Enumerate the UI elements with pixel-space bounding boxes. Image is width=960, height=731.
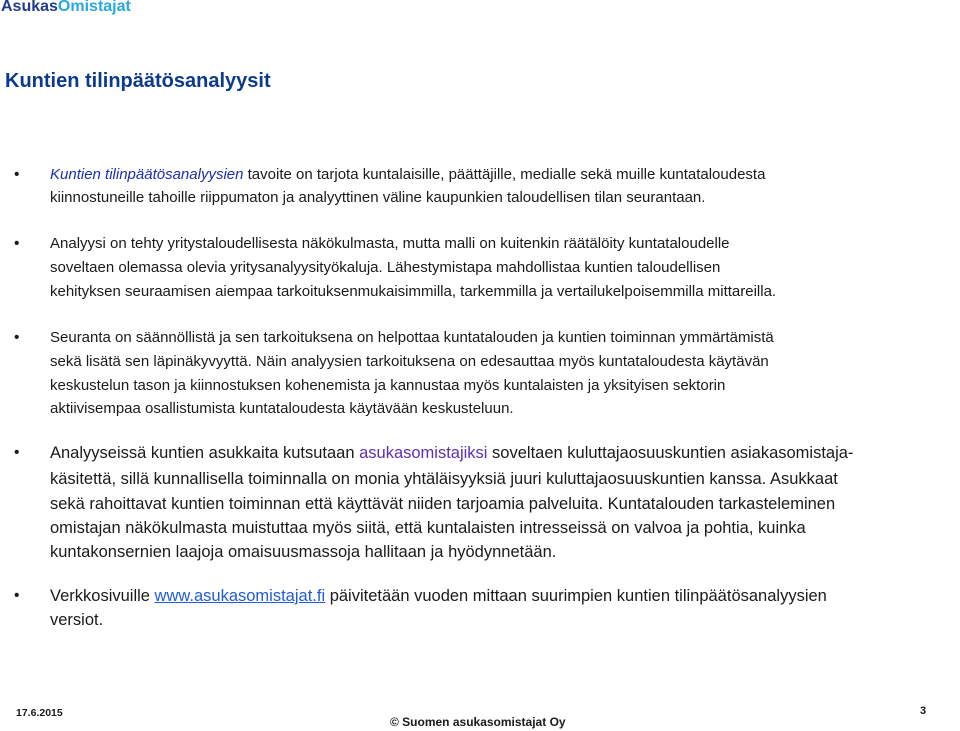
bullet-1-line-1 xyxy=(50,163,950,186)
brand-logo xyxy=(1,0,131,16)
footer-copyright: © Suomen asukasomistajat Oy xyxy=(390,715,566,729)
bullet-4-line-2: käsitettä, sillä kunnallisella toiminnalla on monia yhtäläisyyksiä juuri kuluttajaosuuskuntien kanssa. Asukkaat xyxy=(50,470,838,488)
brand-part2: Omistajat xyxy=(57,0,131,15)
website-link[interactable]: www.asukasomistajat.fi xyxy=(154,587,326,605)
bullet-1-line-2: kiinnostuneille tahoille riippumaton ja analyyttinen väline kaupunkien taloudellisen tilan seurantaan. xyxy=(50,189,706,206)
bullet-2-line-1: Analyysi on tehty yritystaloudellisesta näkökulmasta, mutta malli on kuitenkin räätälöity kuntataloudelle xyxy=(50,235,730,252)
bullet-3-line-1: Seuranta on säännöllistä ja sen tarkoituksena on helpottaa kuntatalouden ja kuntien toiminnan ymmärtämistä xyxy=(50,329,774,346)
bullet-4-line-3: sekä rahoittavat kuntien toiminnan että käyttävät niiden tarjoamia palveluita. Kuntatalouden tarkasteleminen xyxy=(50,495,836,513)
bullet-5-line-1-pre: Verkkosivuille xyxy=(50,587,155,605)
bullet-marker: • xyxy=(14,587,20,604)
bullet-marker: • xyxy=(14,329,20,346)
bullet-marker: • xyxy=(14,444,20,461)
bullet-2-line-2: soveltaen olemassa olevia yritysanalyysityökaluja. Lähestymistapa mahdollistaa kuntien taloudellisen xyxy=(50,259,721,276)
bullet-4-line-1-pre: Analyyseissä kuntien asukkaita kutsutaan xyxy=(50,444,360,462)
bullet-1-line-1-rest: tavoite on tarjota kuntalaisille, päättäjille, medialle sekä muille kuntataloudesta xyxy=(243,166,766,183)
bullet-5-line-1 xyxy=(50,584,950,608)
bullet-2-line-3: kehityksen seuraamisen aiempaa tarkoituksenmukaisimmilla, tarkemmilla ja vertailukelpoisemmilla mittareilla. xyxy=(50,283,777,300)
bullet-5-line-2: versiot. xyxy=(50,611,104,629)
bullet-marker: • xyxy=(14,235,20,252)
bullet-4-line-5: kuntakonsernien laajoja omaisuusmassoja hallitaan ja hyödynnetään. xyxy=(50,543,557,561)
brand-part1: Asukas xyxy=(1,0,58,15)
page-title: Kuntien tilinpäätösanalyysit xyxy=(5,70,271,92)
bullet-1-emphasis: Kuntien tilinpäätösanalyysien xyxy=(50,166,244,183)
bullet-4-line-4: omistajan näkökulmasta muistuttaa myös siitä, että kuntalaisten intresseissä on valvoa ja pohtia, kuinka xyxy=(50,519,806,537)
footer-date: 17.6.2015 xyxy=(16,707,63,719)
bullet-3-line-3: keskustelun tason ja kiinnostuksen kohenemista ja kannustaa myös kuntalaisten ja yksityisen sektorin xyxy=(50,377,726,394)
bullet-4-line-1 xyxy=(50,441,950,465)
asukasomistajiksi-link[interactable]: asukasomistajiksi xyxy=(359,444,488,462)
bullet-5-line-1-post: päivitetään vuoden mittaan suurimpien kuntien tilinpäätösanalyysien xyxy=(325,587,827,605)
bullet-3-line-2: sekä lisätä sen läpinäkyvyyttä. Näin analyysien tarkoituksena on edesauttaa myös kuntataloudesta käytävän xyxy=(50,353,769,370)
bullet-4-line-1-post: soveltaen kuluttajaosuuskuntien asiakasomistaja- xyxy=(487,444,854,462)
bullet-marker: • xyxy=(14,166,20,183)
footer-page-number: 3 xyxy=(920,705,927,717)
bullet-3-line-4: aktiivisempaa osallistumista kuntataloudesta käytävään keskusteluun. xyxy=(50,400,514,417)
